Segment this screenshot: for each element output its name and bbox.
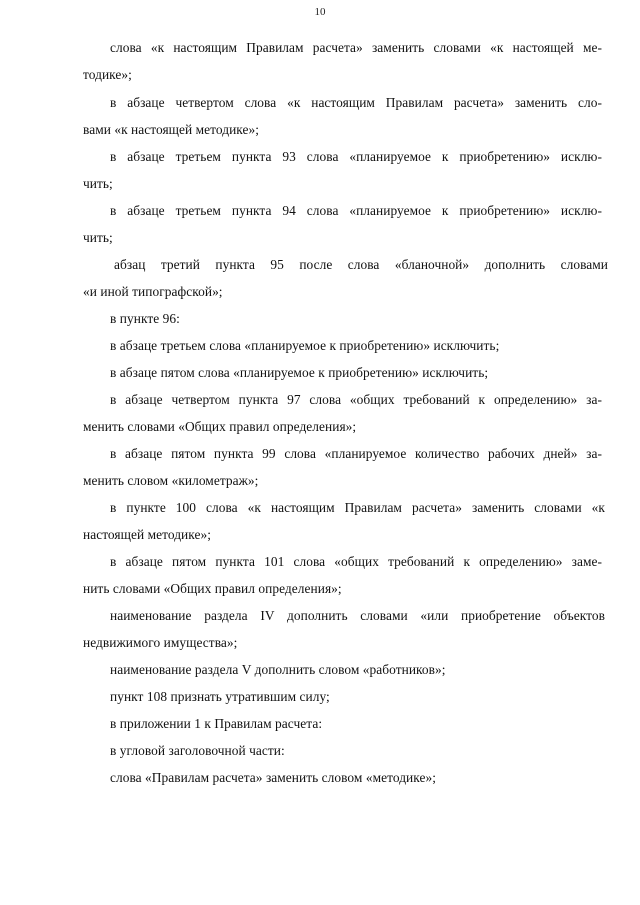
text-line: наименование раздела IV дополнить словами «или приобретение объектов bbox=[110, 608, 605, 623]
text-line: вами «к настоящей методике»; bbox=[83, 122, 260, 137]
text-line: тодике»; bbox=[83, 67, 132, 82]
text-line: чить; bbox=[83, 230, 113, 245]
text-line: в абзаце четвертом слова «к настоящим Правилам расчета» заменить сло- bbox=[110, 95, 602, 110]
text-line: абзац третий пункта 95 после слова «бланочной» дополнить словами bbox=[114, 257, 608, 272]
text-line: «и иной типографской»; bbox=[83, 284, 223, 299]
text-line: наименование раздела V дополнить словом «работников»; bbox=[110, 662, 446, 677]
text-line: недвижимого имущества»; bbox=[83, 635, 238, 650]
text-line: слова «Правилам расчета» заменить словом «методике»; bbox=[110, 770, 437, 785]
text-line: чить; bbox=[83, 176, 113, 191]
text-line: в абзаце третьем пункта 93 слова «планируемое к приобретению» исклю- bbox=[110, 149, 602, 164]
text-line: менить словами «Общих правил определения»; bbox=[83, 419, 357, 434]
text-line: менить словом «километраж»; bbox=[83, 473, 259, 488]
text-line: в приложении 1 к Правилам расчета: bbox=[110, 716, 323, 731]
text-line: нить словами «Общих правил определения»; bbox=[83, 581, 342, 596]
text-line: в пункте 96: bbox=[110, 311, 180, 326]
text-line: в абзаце третьем слова «планируемое к приобретению» исключить; bbox=[110, 338, 500, 353]
text-line: слова «к настоящим Правилам расчета» заменить словами «к настоящей ме- bbox=[110, 40, 602, 55]
text-line: в абзаце пятом пункта 99 слова «планируемое количество рабочих дней» за- bbox=[110, 446, 602, 461]
text-line: в абзаце третьем пункта 94 слова «планируемое к приобретению» исклю- bbox=[110, 203, 602, 218]
text-line: в абзаце пятом слова «планируемое к приобретению» исключить; bbox=[110, 365, 489, 380]
text-line: в пункте 100 слова «к настоящим Правилам расчета» заменить словами «к bbox=[110, 500, 605, 515]
text-line: в абзаце четвертом пункта 97 слова «общих требований к определению» за- bbox=[110, 392, 602, 407]
text-line: в абзаце пятом пункта 101 слова «общих требований к определению» заме- bbox=[110, 554, 602, 569]
text-line: настоящей методике»; bbox=[83, 527, 212, 542]
text-line: пункт 108 признать утратившим силу; bbox=[110, 689, 330, 704]
page-number: 10 bbox=[314, 6, 326, 18]
text-line: в угловой заголовочной части: bbox=[110, 743, 285, 758]
